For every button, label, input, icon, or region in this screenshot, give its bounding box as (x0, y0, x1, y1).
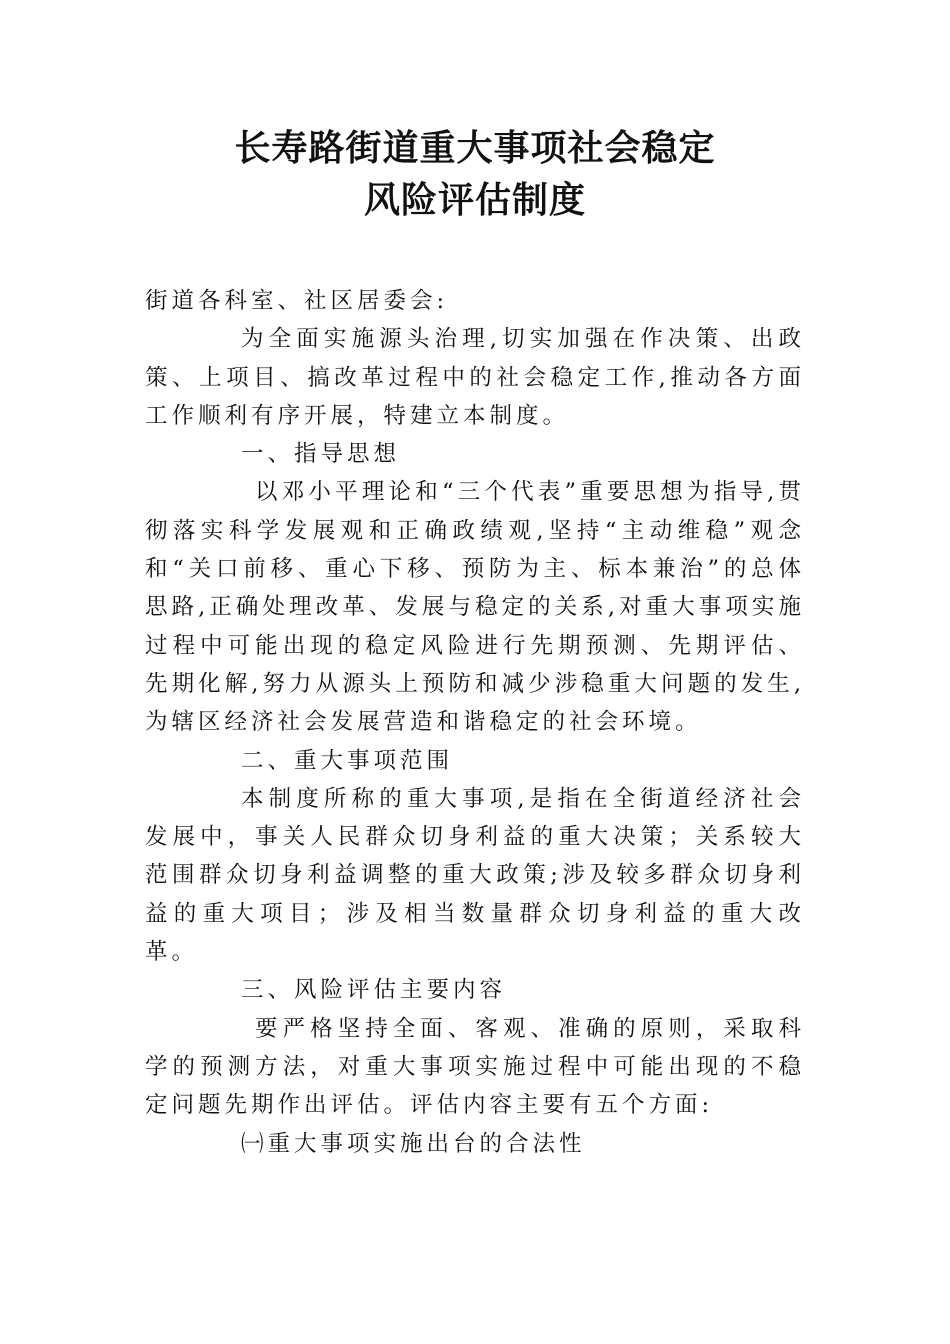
document-title-line-1: 长寿路街道重大事项社会稳定 (234, 127, 716, 169)
section-2-heading: 二、重大事项范围 (241, 747, 454, 774)
intro-paragraph: 为全面实施源头治理,切实加强在作决策、出政策、上项目、搞改革过程中的社会稳定工作,推动各方面工作顺利有序开展，特建立本制度。 (145, 326, 805, 429)
document-title-line-2: 风险评估制度 (363, 179, 586, 221)
document-body (145, 282, 805, 1163)
salutation: 街道各科室、社区居委会: (145, 288, 449, 314)
list-item-1: ㈠重大事项实施出台的合法性 (241, 1130, 586, 1157)
section-1-paragraph: 以邓小平理论和“三个代表”重要思想为指导,贯彻落实科学发展观和正确政绩观,坚持“主动维稳”观念和“关口前移、重心下移、预防为主、标本兼治”的总体思路,正确处理改革、发展与稳定的关系,对重大事项实施过程中可能出现的稳定风险进行先期预测、先期评估、先期化解,努力从源头上预防和减少涉稳重大问题的发生,为辖区经济社会发展营造和谐稳定的社会环境。 (145, 479, 805, 736)
section-1-heading: 一、指导思想 (241, 441, 401, 468)
section-3-paragraph: 要严格坚持全面、客观、准确的原则，采取科学的预测方法，对重大事项实施过程中可能出现的不稳定问题先期作出评估。评估内容主要有五个方面: (145, 1015, 805, 1119)
section-3-heading: 三、风险评估主要内容 (241, 977, 507, 1004)
section-2-paragraph: 本制度所称的重大事项,是指在全街道经济社会发展中，事关人民群众切身利益的重大决策；关系较大范围群众切身利益调整的重大政策;涉及较多群众切身利益的重大项目；涉及相当数量群众切身利益的重大改革。 (145, 785, 805, 966)
